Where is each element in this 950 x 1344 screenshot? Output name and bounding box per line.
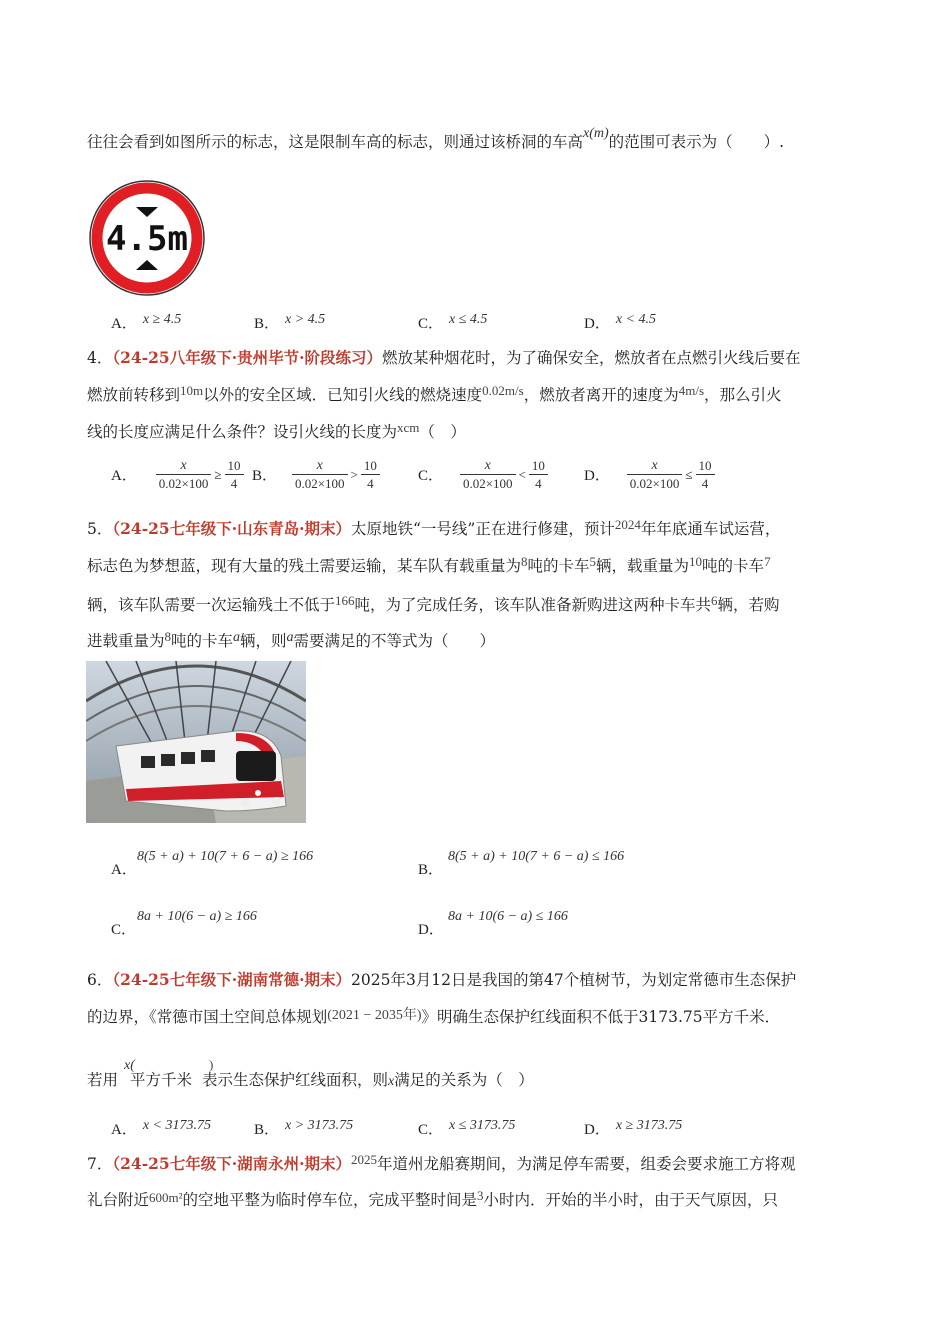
q6-line-1: 6．（24-25七年级下·湖南常德·期末）2025年3月12日是我国的第47个植树节，为划定常德市生态保护	[87, 970, 797, 989]
q6-number: 6．	[87, 971, 113, 989]
q6-var-x: x(	[124, 1058, 135, 1073]
height-limit-sign-icon	[88, 179, 206, 297]
q3-var: x(m)	[583, 126, 609, 141]
q5-option-a[interactable]: A． 8(5 + a) + 10(7 + 6 − a) ≥ 166	[111, 849, 314, 878]
q5-line-2: 标志色为梦想蓝，现有大量的残土需要运输，某车队有载重量为$^8$吨的卡车$^5$辆，载重量为$^{10}$吨的卡车$^7$	[87, 554, 771, 575]
q3-option-a[interactable]: A． x ≥ 4.5	[111, 312, 182, 332]
q6-var-paren: )	[209, 1057, 214, 1072]
q3-stem	[87, 126, 785, 155]
q5-line-3: 辆，该车队需要一次运输残土不低于$^{166}$吨，为了完成任务，该车队准备新购进这两种卡车共$^6$辆，若购	[87, 593, 780, 614]
q7-line-2: 礼台附近600m²的空地平整为临时停车位，完成平整时间是$^3$小时内．开始的半小时，由于天气原因，只	[87, 1188, 779, 1209]
q5-source: （24-25七年级下·山东青岛·期末）	[112, 519, 351, 538]
q4-line-2: 燃放前转移到$^{10m}$以外的安全区域．已知引火线的燃烧速度$^{0.02m/s}$，燃放者离开的速度为$^{4m/s}$，那么引火	[87, 383, 782, 404]
q6-source: （24-25七年级下·湖南常德·期末）	[112, 970, 351, 989]
q4-option-c[interactable]: C． $\frac{x}{0.02\times 100}$ < $\frac{10}{4}$	[418, 457, 548, 492]
q5-line-1: 5．（24-25七年级下·山东青岛·期末）太原地铁“一号线”正在进行修建，预计$^{2024}$年年底通车试运营，	[87, 517, 781, 538]
q6-option-c[interactable]: C． x ≤ 3173.75	[418, 1118, 516, 1138]
q7-source: （24-25七年级下·湖南永州·期末）	[112, 1154, 351, 1173]
q4-line-1: 4．（24-25八年级下·贵州毕节·阶段练习）燃放某种烟花时，为了确保安全，燃放者在点燃引火线后要在	[87, 348, 801, 367]
metro-train-photo	[86, 661, 306, 823]
q5-number: 5．	[87, 520, 113, 538]
q5-option-d[interactable]: D． 8a + 10(6 − a) ≤ 166	[418, 909, 568, 938]
q6-option-a[interactable]: A． x < 3173.75	[111, 1118, 212, 1138]
q3-option-c[interactable]: C． x ≤ 4.5	[418, 312, 488, 332]
q6-option-b[interactable]: B． x > 3173.75	[254, 1118, 354, 1138]
q6-line-2: 的边界，《常德市国土空间总体规划(2021 − 2035年)》明确生态保护红线面积不低于3173.75平方千米．	[87, 1008, 781, 1026]
q3-text-before: 往往会看到如图所示的标志，这是限制车高的标志，则通过该桥洞的车高	[87, 133, 584, 151]
q3-option-d[interactable]: D． x < 4.5	[584, 312, 657, 332]
q5-line-4: 进载重量为$^8$吨的卡车a辆，则a需要满足的不等式为（ ）	[87, 629, 496, 650]
q4-source: （24-25八年级下·贵州毕节·阶段练习）	[112, 348, 382, 367]
q7-number: 7．	[87, 1155, 113, 1173]
sign-label: 4.5m	[106, 219, 188, 259]
q4-number: 4．	[87, 349, 113, 367]
q5-option-b[interactable]: B． 8(5 + a) + 10(7 + 6 − a) ≤ 166	[418, 849, 625, 878]
q3-option-b[interactable]: B． x > 4.5	[254, 312, 326, 332]
q4-option-b[interactable]: B． $\frac{x}{0.02\times 100}$ > $\frac{10}{4}$	[252, 457, 380, 492]
q5-option-c[interactable]: C． 8a + 10(6 − a) ≥ 166	[111, 909, 257, 938]
q6-line-3: 若用 平方千米 表示生态保护红线面积，则x满足的关系为（ ）	[87, 1071, 534, 1089]
q6-option-d[interactable]: D． x ≥ 3173.75	[584, 1118, 683, 1138]
q4-option-d[interactable]: D． $\frac{x}{0.02\times 100}$ ≤ $\frac{10}{4}$	[584, 457, 715, 492]
q7-line-1: 7．（24-25七年级下·湖南永州·期末）$^{2025}$年道州龙船赛期间，为满足停车需要，组委会要求施工方将观	[87, 1152, 796, 1173]
q3-text-after: 的范围可表示为（ ）.	[608, 133, 785, 151]
q4-line-3: 线的长度应满足什么条件？设引火线的长度为$^{xcm}$（ ）	[87, 420, 466, 441]
q4-option-a[interactable]: A． $\frac{x}{0.02\times 100}$ ≥ $\frac{10}{4}$	[111, 457, 244, 492]
